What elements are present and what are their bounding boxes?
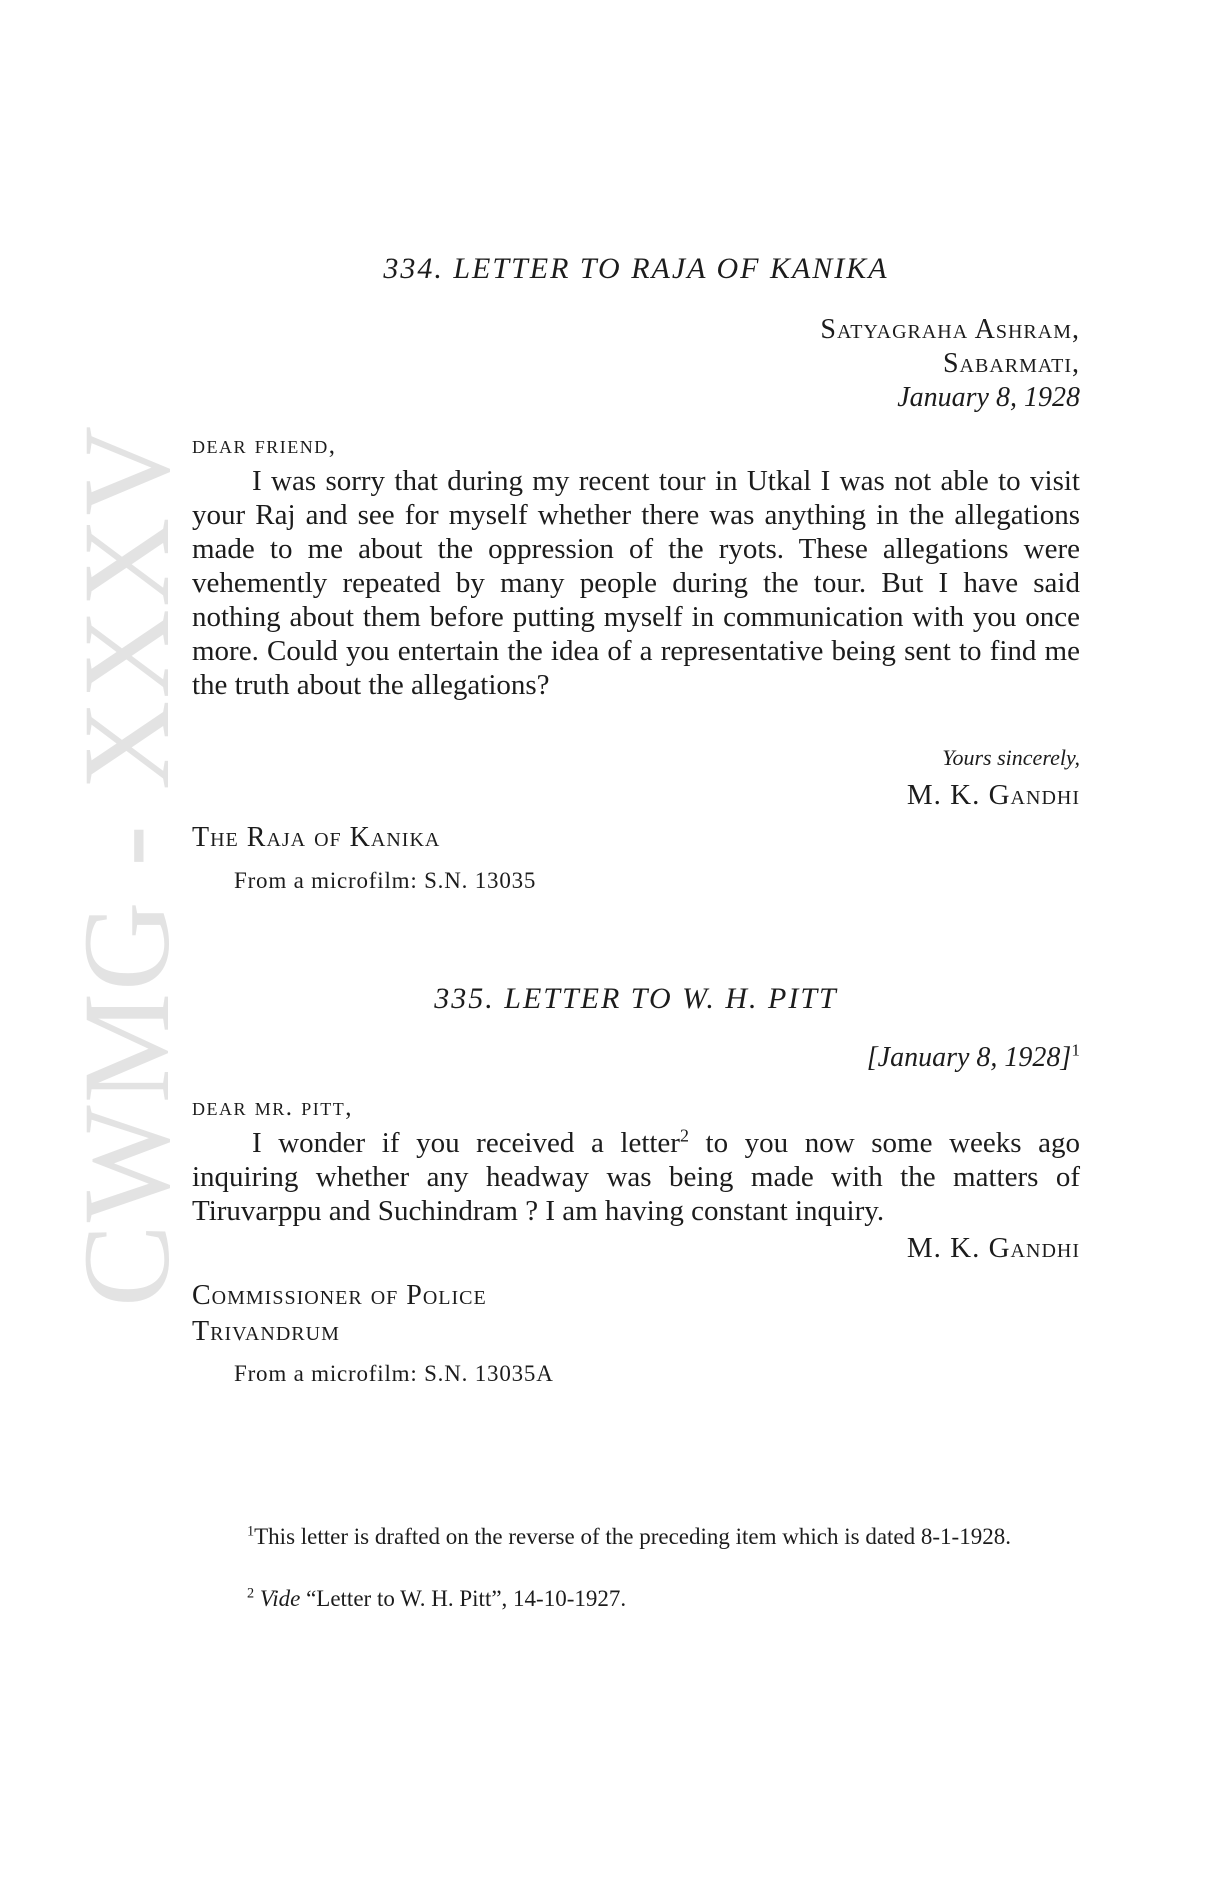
footnote-ref-1: 1 [1071, 1040, 1080, 1060]
letter-335-addressee-line1: Commissioner of Police [192, 1280, 487, 1311]
letter-335-body [192, 1126, 1080, 1228]
footnote-1-text: This letter is drafted on the reverse of the preceding item which is dated 8-1-1928. [254, 1524, 1011, 1549]
letter-334-closing: Yours sincerely, [942, 745, 1080, 770]
watermark: CWMG - XXXV [58, 423, 195, 1307]
letter-334-signature: M. K. Gandhi [906, 779, 1080, 811]
letter-334-heading: 334. LETTER TO RAJA OF KANIKA [383, 252, 889, 285]
letter-335-source: From a microfilm: S.N. 13035A [234, 1361, 554, 1386]
footnote-1-marker: 1 [247, 1523, 255, 1540]
letter-335-salutation: dear mr. pitt, [192, 1094, 354, 1121]
footnote-1 [192, 1522, 1080, 1552]
letter-335-heading: 335. LETTER TO W. H. PITT [434, 982, 838, 1015]
letter-335-body-part2: to you now some weeks ago inquiring whether any headway was being made with the matters of Tiruvarppu and Suchindram ? I am having constant inquiry. [192, 1127, 1080, 1227]
letter-335-signature: M. K. Gandhi [906, 1232, 1080, 1264]
letter-334-source: From a microfilm: S.N. 13035 [234, 868, 537, 893]
letter-335-addressee-line2: Trivandrum [192, 1316, 340, 1347]
footnote-ref-2: 2 [679, 1125, 689, 1146]
footnote-2 [192, 1584, 1080, 1614]
letter-335-body-part1: I wonder if you received a letter [252, 1127, 680, 1159]
footnote-2-vide: Vide [259, 1586, 301, 1611]
letter-334-date: January 8, 1928 [897, 382, 1080, 413]
letter-334-salutation: dear friend, [192, 432, 337, 459]
letter-335-date [867, 1042, 1080, 1074]
letter-334-body: I was sorry that during my recent tour in Utkal I was not able to visit your Raj and see for myself whether there was anything in the allegations made to me about the oppression of the ryots. These allegations were vehemently repeated by many people during the tour. But I have said nothing about them before putting myself in communication with you once more. Could you entertain the idea of a representative being sent to find me the truth about the allegations? [192, 465, 1080, 701]
footnote-2-text: “Letter to W. H. Pitt”, 14-10-1927. [300, 1586, 627, 1611]
letter-334-addressee: The Raja of Kanika [192, 822, 441, 853]
document-page [192, 0, 1080, 1890]
letter-334-address-line1: Satyagraha Ashram, [820, 314, 1080, 345]
footnote-2-marker: 2 [247, 1585, 255, 1602]
letter-335-date-text: [January 8, 1928] [866, 1042, 1072, 1073]
letter-334-address-line2: Sabarmati, [942, 348, 1080, 379]
